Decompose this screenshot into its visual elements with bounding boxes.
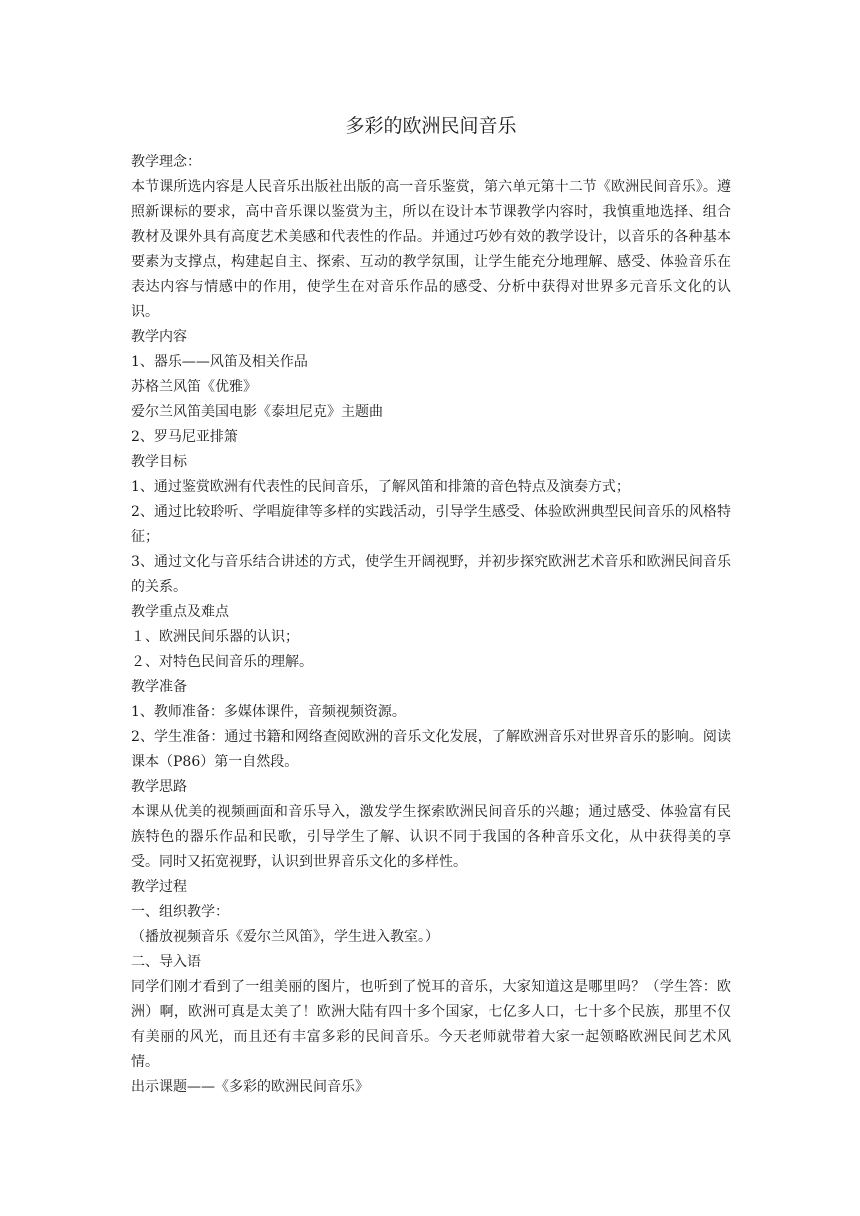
paragraph: 本课从优美的视频画面和音乐导入，激发学生探索欧洲民间音乐的兴趣；通过感受、体验富有民族特色的器乐作品和民歌，引导学生了解、认识不同于我国的各种音乐文化，从中获得美的享受。同时又拓宽视野，认识到世界音乐文化的多样性。 [131, 804, 731, 870]
text-line: １、欧洲民间乐器的认识； [131, 629, 299, 645]
text-line: 一、组织教学： [131, 904, 229, 920]
text-line: 出示课题——《多彩的欧洲民间音乐》 [131, 1079, 369, 1095]
text-line: 教学重点及难点 [131, 604, 229, 620]
paragraph: 3、通过文化与音乐结合讲述的方式，使学生开阔视野，并初步探究欧洲艺术音乐和欧洲民间音乐的关系。 [131, 554, 731, 595]
document-title: 多彩的欧洲民间音乐 [345, 115, 517, 137]
paragraph: 本节课所选内容是人民音乐出版社出版的高一音乐鉴赏，第六单元第十二节《欧洲民间音乐》。遵照新课标的要求，高中音乐课以鉴赏为主，所以在设计本节课教学内容时，我慎重地选择、组合教材及课外具有高度艺术美感和代表性的作品。并通过巧妙有效的教学设计，以音乐的各种基本要素为支撑点，构建起自主、探索、互动的教学氛围，让学生能充分地理解、感受、体验音乐在表达内容与情感中的作用，使学生在对音乐作品的感受、分析中获得对世界多元音乐文化的认识。 [131, 179, 731, 320]
text-line: 教学准备 [131, 679, 187, 695]
text-line: 教学内容 [131, 329, 187, 345]
text-line: 爱尔兰风笛美国电影《泰坦尼克》主题曲 [131, 404, 383, 420]
text-line: 二、导入语 [131, 954, 201, 970]
text-line: 教学过程 [131, 879, 187, 895]
text-line: 教学思路 [131, 779, 187, 795]
text-line: ２、对特色民间音乐的理解。 [131, 654, 313, 670]
document-page [131, 112, 731, 1100]
paragraph: 2、学生准备：通过书籍和网络查阅欧洲的音乐文化发展，了解欧洲音乐对世界音乐的影响。阅读课本（P86）第一自然段。 [131, 729, 731, 770]
text-line: 苏格兰风笛《优雅》 [131, 379, 257, 395]
text-line: 教学理念： [131, 154, 201, 170]
document-body [131, 150, 731, 1100]
text-line: 2、罗马尼亚排箫 [131, 429, 238, 445]
text-line: 教学目标 [131, 454, 187, 470]
text-line: （播放视频音乐《爱尔兰风笛》，学生进入教室。） [131, 929, 439, 945]
text-line: 1、教师准备：多媒体课件，音频视频资源。 [131, 704, 406, 720]
paragraph: 1、通过鉴赏欧洲有代表性的民间音乐，了解风笛和排箫的音色特点及演奏方式； [131, 479, 630, 495]
paragraph: 同学们刚才看到了一组美丽的图片，也听到了悦耳的音乐，大家知道这是哪里吗？（学生答：欧洲）啊，欧洲可真是太美了！欧洲大陆有四十多个国家，七亿多人口，七十多个民族，那里不仅有美丽的风光，而且还有丰富多彩的民间音乐。今天老师就带着大家一起领略欧洲民间艺术风情。 [131, 979, 731, 1070]
text-line: 1、器乐——风笛及相关作品 [131, 354, 308, 370]
paragraph: 2、通过比较聆听、学唱旋律等多样的实践活动，引导学生感受、体验欧洲典型民间音乐的风格特征； [131, 504, 731, 545]
